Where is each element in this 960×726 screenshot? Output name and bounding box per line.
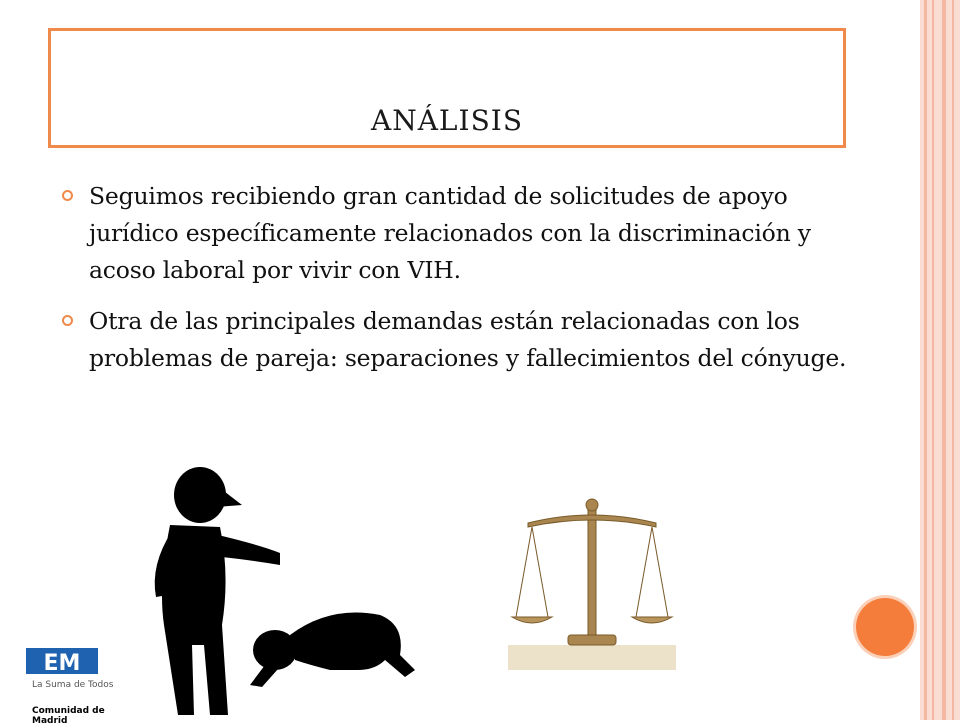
decorative-circle — [856, 598, 914, 656]
bullet-item — [62, 178, 852, 289]
title-box — [48, 28, 846, 148]
balance-scale-image — [508, 495, 676, 670]
bullet-list — [62, 178, 852, 391]
bullet-text: Otra de las principales demandas están relacionadas con los problemas de pareja: separaciones y fallecimientos del cónyuge. — [89, 307, 847, 372]
figure-pointing-at-kneeling-figure-image — [130, 465, 440, 720]
logo-mark-text: EM — [43, 651, 81, 676]
bullet-marker-icon — [62, 190, 73, 201]
bullet-text: Seguimos recibiendo gran cantidad de solicitudes de apoyo jurídico específicamente relacionados con la discriminación y acoso laboral por vivir con VIH. — [89, 182, 811, 284]
decorative-stripes — [920, 0, 960, 720]
madrid-logo-mark-icon — [26, 646, 98, 676]
logo-tagline: La Suma de Todos — [32, 680, 114, 690]
bullet-item — [62, 303, 852, 377]
slide-title: ANÁLISIS — [370, 104, 524, 137]
logo-org: Comunidad de Madrid — [32, 706, 105, 726]
bullet-marker-icon — [62, 315, 73, 326]
comunidad-de-madrid-logo — [26, 646, 126, 726]
